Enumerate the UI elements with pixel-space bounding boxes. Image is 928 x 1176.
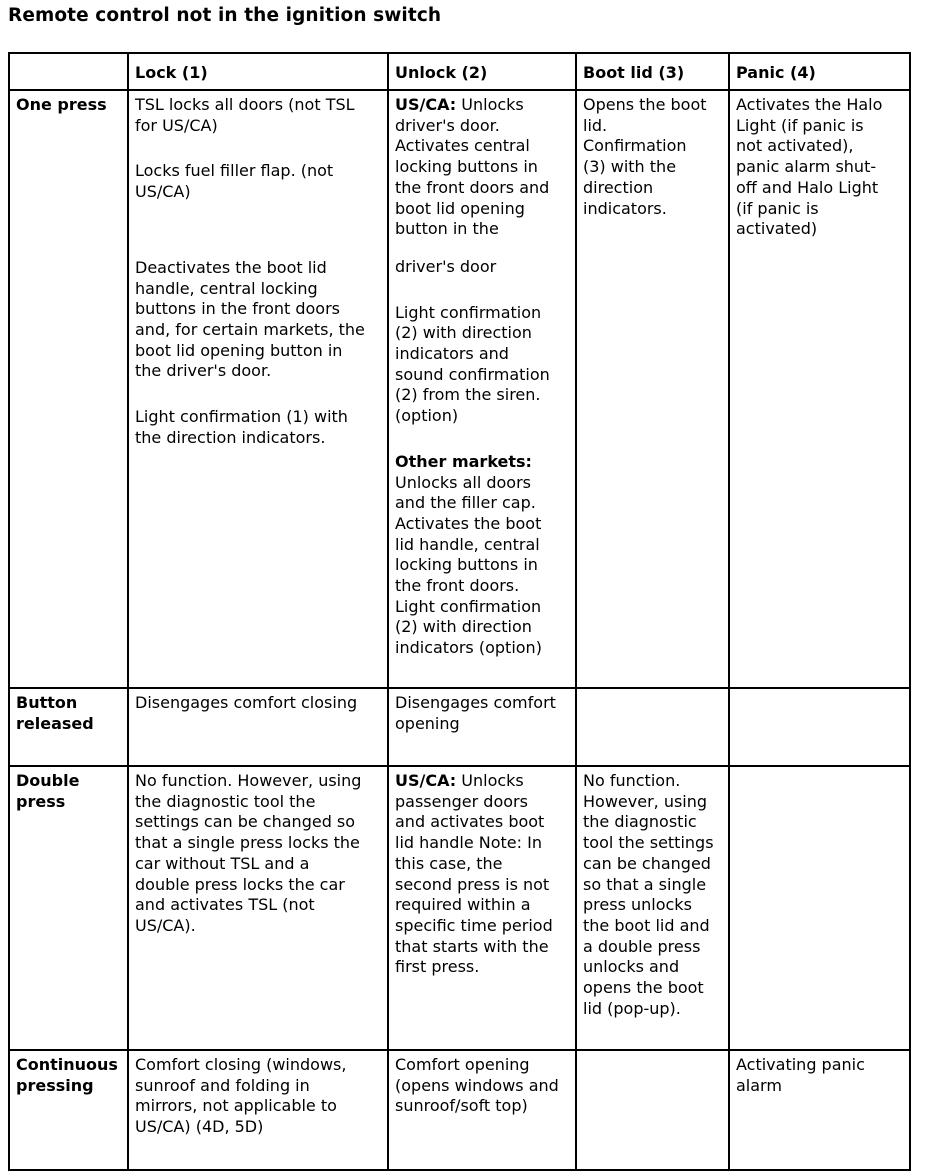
text-line: driver's door. [395, 115, 500, 135]
text-fragment: Unlocks [456, 771, 524, 790]
market-label-us-ca: US/CA: [395, 95, 457, 114]
text-line: the front doors and [395, 177, 550, 197]
text-line: (3) with the [583, 157, 677, 177]
text-line: opening [395, 713, 460, 733]
cell-continuous-unlock [388, 1050, 576, 1170]
cell-double-press-panic [729, 766, 910, 1050]
text-line: (2) with direction [395, 617, 532, 637]
text-line [395, 771, 570, 792]
cell-continuous-panic [729, 1050, 910, 1170]
table-row-button-released [9, 688, 910, 766]
row-header-continuous-pressing [9, 1050, 128, 1170]
text-line: the diagnostic [583, 812, 697, 832]
text-line: Disengages comfort closing [135, 693, 358, 712]
cell-one-press-unlock [388, 90, 576, 688]
text-line: the direction indicators. [135, 427, 326, 447]
text-line: lid. [583, 115, 608, 135]
page-title: Remote control not in the ignition switch [8, 5, 442, 26]
text-line: Activates the boot [395, 513, 542, 533]
text-line: Activates the Halo [736, 95, 883, 114]
cell-continuous-lock [128, 1050, 388, 1170]
text-line: passenger doors [395, 791, 528, 811]
text-line: Comfort closing (windows, [135, 1055, 347, 1074]
row-label: Button [16, 693, 78, 712]
corner-header [9, 53, 128, 90]
cell-one-press-boot-lid [576, 90, 729, 688]
text-line: lid (pop-up). [583, 998, 681, 1018]
text-line: alarm [736, 1075, 782, 1095]
text-line: indicators and [395, 344, 509, 364]
text-line: this case, the [395, 853, 503, 873]
table-row-continuous-pressing [9, 1050, 910, 1170]
column-header-panic: Panic (4) [729, 53, 910, 90]
text-line: and activates TSL (not [135, 895, 315, 915]
text-line: sunroof/soft top) [395, 1096, 528, 1116]
text-line: activated) [736, 219, 818, 239]
text-line: required within a [395, 895, 531, 915]
text-line: second press is not [395, 874, 550, 894]
text-line: a double press [583, 936, 701, 956]
text-line: lid handle, central [395, 534, 540, 554]
text-line: off and Halo Light [736, 177, 879, 197]
text-line: driver's door [395, 256, 497, 276]
text-line: indicators (option) [395, 638, 542, 658]
text-line: US/CA) [135, 182, 191, 202]
text-line: that starts with the [395, 936, 549, 956]
text-line: Activating panic [736, 1055, 865, 1074]
text-line: press unlocks [583, 895, 692, 915]
text-line: handle, central locking [135, 278, 318, 298]
text-line: and, for certain markets, the [135, 319, 365, 339]
row-label: released [16, 713, 94, 733]
cell-one-press-lock [128, 90, 388, 688]
text-line: first press. [395, 957, 480, 977]
text-line: (option) [395, 406, 459, 426]
column-header-boot-lid: Boot lid (3) [576, 53, 729, 90]
text-line: Opens the boot [583, 95, 707, 114]
text-line: sound confirmation [395, 364, 550, 384]
text-line: the driver's door. [135, 361, 272, 381]
text-line: locking buttons in [395, 157, 538, 177]
table-row-one-press [9, 90, 910, 688]
text-line: However, using [583, 791, 708, 811]
row-label: press [16, 791, 66, 811]
text-line: Light (if panic is [736, 115, 864, 135]
text-line: Comfort opening [395, 1055, 530, 1074]
text-line: specific time period [395, 915, 553, 935]
text-line: car without TSL and a [135, 853, 310, 873]
text-line: panic alarm shut- [736, 157, 877, 177]
text-line: US/CA) (4D, 5D) [135, 1117, 264, 1137]
cell-button-released-boot-lid [576, 688, 729, 766]
text-line: indicators. [583, 198, 667, 218]
text-line: (2) with direction [395, 323, 532, 343]
text-line: No function. However, using [135, 771, 362, 790]
cell-double-press-unlock [388, 766, 576, 1050]
text-line: and activates boot [395, 812, 545, 832]
text-line: buttons in the front doors [135, 299, 341, 319]
text-line: double press locks the car [135, 874, 345, 894]
header-row [9, 53, 910, 90]
row-label: One press [16, 95, 107, 114]
text-line: Light confirmation [395, 596, 542, 616]
text-line: and the filler cap. [395, 493, 536, 513]
text-line: US/CA). [135, 915, 196, 935]
cell-button-released-lock [128, 688, 388, 766]
text-line: (if panic is [736, 198, 819, 218]
text-line: (opens windows and [395, 1075, 559, 1095]
text-line: button in the [395, 219, 499, 239]
row-header-double-press [9, 766, 128, 1050]
text-line: locking buttons in [395, 555, 538, 575]
text-line: No function. [583, 771, 681, 790]
row-label: Double [16, 771, 80, 790]
text-line: the diagnostic tool the [135, 791, 316, 811]
text-line: Locks fuel filler flap. (not [135, 161, 334, 181]
cell-one-press-panic [729, 90, 910, 688]
text-line: Disengages comfort [395, 693, 556, 712]
text-line: mirrors, not applicable to [135, 1096, 337, 1116]
text-line: can be changed [583, 853, 711, 873]
text-line: Activates central [395, 136, 530, 156]
cell-continuous-boot-lid [576, 1050, 729, 1170]
text-line: Light confirmation [395, 302, 542, 322]
text-line: (2) from the siren. [395, 385, 541, 405]
remote-function-table [8, 52, 911, 1171]
text-line: sunroof and folding in [135, 1075, 310, 1095]
row-header-button-released [9, 688, 128, 766]
text-fragment: Unlocks [456, 95, 524, 114]
text-line: the front doors. [395, 576, 520, 596]
text-line: unlocks and [583, 957, 680, 977]
market-label-us-ca: US/CA: [395, 771, 457, 790]
row-label: pressing [16, 1075, 94, 1095]
row-header-one-press [9, 90, 128, 688]
text-line: Light confirmation (1) with [135, 407, 348, 427]
text-line: that a single press locks the [135, 833, 360, 853]
row-label: Continuous [16, 1055, 118, 1074]
table-row-double-press [9, 766, 910, 1050]
cell-double-press-boot-lid [576, 766, 729, 1050]
text-line: not activated), [736, 136, 854, 156]
cell-button-released-unlock [388, 688, 576, 766]
text-line [395, 95, 570, 116]
text-line: Unlocks all doors [395, 472, 531, 492]
text-line: opens the boot [583, 978, 704, 998]
text-line: TSL locks all doors (not TSL [135, 95, 355, 114]
text-line: direction [583, 177, 654, 197]
cell-double-press-lock [128, 766, 388, 1050]
text-line: the boot lid and [583, 915, 710, 935]
column-header-lock: Lock (1) [128, 53, 388, 90]
cell-button-released-panic [729, 688, 910, 766]
text-line: tool the settings [583, 833, 714, 853]
text-line: so that a single [583, 874, 707, 894]
text-line: for US/CA) [135, 115, 218, 135]
text-line: Confirmation [583, 136, 687, 156]
text-line: lid handle Note: In [395, 833, 542, 853]
text-line: boot lid opening button in [135, 340, 343, 360]
text-line: settings can be changed so [135, 812, 356, 832]
text-line: boot lid opening [395, 198, 525, 218]
market-label-other: Other markets: [395, 451, 532, 471]
column-header-unlock: Unlock (2) [388, 53, 576, 90]
text-line: Deactivates the boot lid [135, 257, 327, 277]
